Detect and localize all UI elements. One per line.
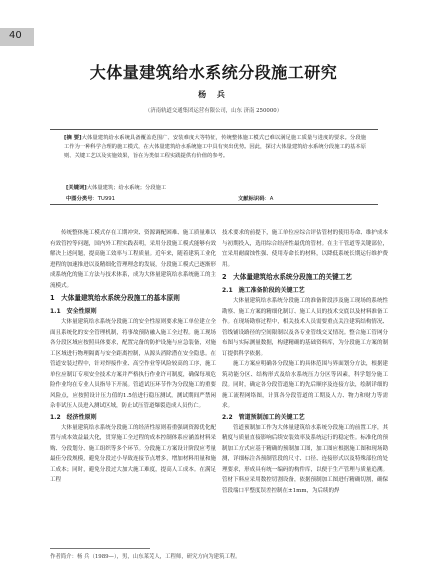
paper-title: 大体量建筑给水系统分段施工研究: [89, 63, 338, 82]
section-1-1-text: 大体量建筑给水系统分段施工的安全性原则要求施工单位建立全面且系统化的安全管理机制，将事故预防融入施工全过程。施工现场各分段区域应按照具体要求，配置完备的防护设施与应急装备，对施工区域进行物理隔离与安全距离控制，从源头消除潜在安全隐患。在管道安装过程中，针对焊接作业、高空作业等风险较高的工序，施工单位应制订专项安全技术方案并严格执行作业许可制度，确保每项危险作业均在专业人员指导下开展。管道试压环节作为分段施工的重要风险点，应按照设计压力值的1.5倍进行稳压测试，测试期间严禁闲杂非试压人员进入测试区域，防止试压管道爆裂造成人员伤亡。: [50, 319, 216, 409]
section-2-1-heading: 2.1 施工准备阶段的关键工艺: [222, 287, 305, 294]
footnote-rule: [50, 548, 150, 549]
section-2-heading: 2 大体量建筑给水系统分段施工的关键工艺: [222, 273, 352, 281]
section-2-1-paragraph-1: 大体量建筑给水系统分段施工的准备阶段涉及施工现场的系统性勘察、施工方案的精细化制订、施工人员的技术交底以及材料准备工作。在现场勘察过程中，相关技术人员需要重点关注建筑结构情况、管线铺设路径的空间限制以及各专业管线交叉情况。整合施工管网分布图与实际测量数据，构建精确的基础资料库，为分段施工方案的制订提供科学依据。: [222, 298, 388, 357]
author-footnote: 作者简介：杨 兵（1989—），男，山东莱芜人，工程师，研究方向为建筑工程。: [50, 554, 241, 560]
page-number: 40: [9, 30, 22, 41]
keywords-line: [66, 183, 166, 191]
section-2-2-paragraph-1: 管道预制加工作为大体量建筑给水系统分段施工的前置工序，其精度与质量直接影响后续安装效率及系统运行的稳定性。标准化的预制加工方式应基于精确的预制加工图，加工图应根据施工图和现场勘测，详细标注各预制管段的尺寸、口径、连接形式以及特殊部位的处理要求，形成具有统一编码的构件库，以便于生产管理与质量追溯。管材下料应采用数控切割设备，依据预制加工图进行精确切割，确保管段端口平整度误差控制在±1mm，为后续的焊: [222, 424, 388, 494]
clc-value: ：TU991: [92, 196, 116, 202]
section-1-2-text: 大体量建筑给水系统分段施工的经济性原则着重强调资源优化配置与成本效益最大化，贯穿施工全过程的成本控制体系应涵盖材料采购、分段划分、施工组织等多个环节。分段施工方案设计阶段应考量最佳分段规模，避免分段过小导致连接节点增多，增加材料用量和施工成本；同时，避免分段过大加大施工难度，提高人工成本。在满足工程: [50, 424, 216, 483]
abstract-text: 大体量建筑给水系统具备覆盖范围广、安装难度大等特征，传统整体施工模式已难以满足施工质量与进度的要求。分段施工作为一种科学合理的施工模式，在大体量建筑给水系统施工中具有突出优势。因此，探讨大体量建筑给水系统分段施工的基本原则、关键工艺以及实施效果，旨在为类似工程实践提供有价值的参考。: [64, 135, 366, 159]
section-1-1-heading: 1.1 安全性原则: [50, 308, 97, 315]
section-2-2-heading: 2.2 管道预制加工的关键工艺: [222, 413, 305, 421]
intro-paragraph: 传统整体施工模式存在工期冲突、资源调配困难、施工质量难以有效管控等问题，国内外工程实践表明，采用分段施工模式能够有效解决上述问题，提高施工效率与工程质量。近年来，随着建筑工业化进程的加速推进以及精细化管理理念的发展，分段施工模式已逐渐形成系统化的施工方法与技术体系，成为大体量建筑给水系统施工的主流模式。: [50, 230, 216, 289]
abstract-label: [摘 要]: [64, 135, 82, 141]
abstract: [64, 134, 366, 161]
continued-paragraph: 技术要求的前提下，施工单位应综合评估管材的使用寿命、维护成本与初期投入，选用综合经济性最优的管材。在主干管道等关键部位，宜采用耐腐蚀性强、使用寿命长的材料，以降低系统长期运行维护费用。: [222, 230, 388, 268]
keywords-text: 大体量建筑；给水系统；分段施工: [86, 185, 167, 191]
keywords-label: [关键词]: [66, 185, 87, 191]
right-column: [222, 228, 388, 496]
doc-code-value: ：A: [264, 196, 274, 202]
section-1-heading: 1 大体量建筑给水系统分段施工的基本原则: [50, 294, 180, 302]
clc-label: 中图分类号: [66, 196, 93, 202]
classification-line: [66, 194, 115, 202]
author-name: 杨 兵: [198, 90, 229, 99]
doc-code-line: [238, 194, 273, 202]
left-column: [50, 228, 216, 486]
section-1-2-heading: 1.2 经济性原则: [50, 413, 97, 421]
doc-code-label: 文献标识码: [238, 196, 265, 202]
section-2-1-paragraph-2: 施工方案应明确各分段施工的具体范围与界面划分方法，根据建筑功能分区、结构形式及给水系统压力分区等因素，科学划分施工段。同时，确定各分段管道施工的先后顺序及连接方法，绘制详细的施工流程网络图，计算各分段管道的工期及人力、物力和财力等需求。: [222, 361, 388, 409]
author-affiliation: （济南轨道交通集团运营有限公司，山东 济南 250000）: [144, 108, 283, 114]
